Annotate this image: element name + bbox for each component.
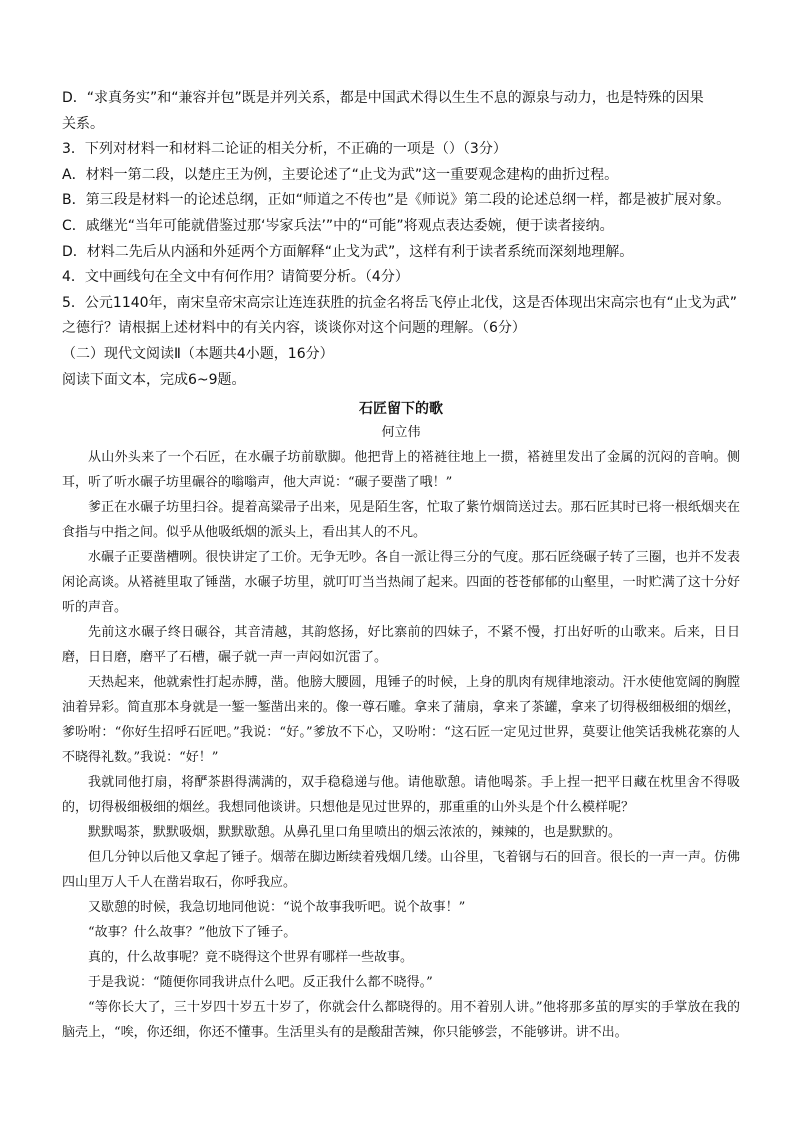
story-body xyxy=(62,445,740,1045)
question-5-line-2: 之德行？请根据上述材料中的有关内容，谈谈你对这个问题的理解。（6分） xyxy=(62,320,526,337)
question-5-line-1: 5．公元1140年，南宋皇帝宋高宗让连连获胜的抗金名将岳飞停止北伐，这是否体现出宋高宗也有“止戈为武” xyxy=(62,294,738,311)
question-3-option-b: B．第三段是材料一的论述总纲，正如“师道之不传也”是《师说》第二段的论述总纲一样，都是被扩展对象。 xyxy=(62,192,731,209)
question-4: 4．文中画线句在全文中有何作用？请简要分析。（4分） xyxy=(62,269,409,286)
story-paragraph: 默默喝茶，默默吸烟，默默歇憩。从鼻孔里口角里喷出的烟云浓浓的，辣辣的，也是默默的。 xyxy=(88,825,622,841)
section-heading: （二）现代文阅读Ⅱ（本题共4小题，16分） xyxy=(62,345,334,362)
story-paragraph: 水碾子正要凿槽咧。很快讲定了工价。无争无吵。各自一派让得三分的气度。那石匠绕碾子转了三圈，也并不发表闲论高谈。从褡裢里取了锤凿，水碾子坊里，就叮叮当当热闹了起来。四面的苍苍郁郁的山壑里，一时贮满了这十分好听的声音。 xyxy=(62,550,740,616)
question-3-option-a: A．材料一第二段，以楚庄王为例，主要论述了“止戈为武”这一重要观念建构的曲折过程。 xyxy=(62,166,619,183)
story-title: 石匠留下的歌 xyxy=(359,401,443,418)
story-paragraph: 从山外头来了一个石匠，在水碾子坊前歇脚。他把背上的褡裢往地上一掼，褡裢里发出了金属的沉闷的音响。侧耳，听了听水碾子坊里碾谷的嗡嗡声，他大声说：“碾子要凿了哦！” xyxy=(62,450,740,491)
question-2d-line-2: 关系。 xyxy=(62,115,104,132)
question-3: 3．下列对材料一和材料二论证的相关分析，不正确的一项是（）（3分） xyxy=(62,141,507,158)
story-paragraph: 又歇憩的时候，我急切地同他说：“说个故事我听吧。说个故事！” xyxy=(88,900,466,916)
story-paragraph: 但几分钟以后他又拿起了锤子。烟蒂在脚边断续着残烟几缕。山谷里，飞着钢与石的回音。很长的一声一声。仿佛四山里万人千人在凿岩取石，你呼我应。 xyxy=(62,850,740,891)
story-paragraph: 于是我说：“随便你同我讲点什么吧。反正我什么都不晓得。” xyxy=(88,975,433,991)
story-author: 何立伟 xyxy=(381,425,421,441)
story-paragraph: 真的，什么故事呢？竟不晓得这个世界有哪样一些故事。 xyxy=(88,950,414,966)
story-paragraph: 先前这水碾子终日碾谷，其音清越，其韵悠扬，好比寨前的四妹子，不紧不慢，打出好听的山歌来。后来，日日磨，日日磨，磨平了石槽，碾子就一声一声闷如沉雷了。 xyxy=(62,625,740,666)
story-paragraph: 天热起来，他就索性打起赤膊，凿。他膀大腰圆，甩锤子的时候，上身的肌肉有规律地滚动。汗水使他宽阔的胸膛油着异彩。简直那本身就是一錾一錾凿出来的。像一尊石雕。拿来了蒲扇，拿来了茶罐，拿来了切得极细极细的烟丝，爹吩咐：“你好生招呼石匠吧。”我说：“好。”爹放不下心，又吩咐：“这石匠一定见过世界，莫要让他笑话我桃花寨的人不晓得礼数。”我说：“好！” xyxy=(62,675,740,766)
question-2d-line-1: D．“求真务实”和“兼容并包”既是并列关系，都是中国武术得以生生不息的源泉与动力，也是特殊的因果 xyxy=(62,90,704,106)
section-instruction: 阅读下面文本，完成6~9题。 xyxy=(62,371,246,388)
story-paragraph: 爹正在水碾子坊里扫谷。提着高粱帚子出来，见是陌生客，忙取了紫竹烟筒送过去。那石匠其时已将一根纸烟夹在食指与中指之间。似乎从他吸纸烟的派头上，看出其人的不凡。 xyxy=(62,500,740,541)
story-paragraph: 我就同他打扇，将酽茶斟得满满的，双手稳稳递与他。请他歇憩。请他喝茶。手上捏一把平日藏在枕里舍不得吸的，切得极细极细的烟丝。我想同他谈讲。只想他是见过世界的，那重重的山外头是个什么模样呢？ xyxy=(62,775,740,816)
question-3-option-d: D．材料二先后从内涵和外延两个方面解释“止戈为武”，这样有利于读者系统而深刻地理解。 xyxy=(62,243,634,260)
story-paragraph: “故事？什么故事？”他放下了锤子。 xyxy=(88,925,297,941)
story-paragraph: “等你长大了，三十岁四十岁五十岁了，你就会什么都晓得的。用不着别人讲。”他将那多茧的厚实的手掌放在我的脑壳上，“唉，你还细，你还不懂事。生活里头有的是酸甜苦辣，你只能够尝，不能够讲。讲不出。 xyxy=(62,1000,740,1041)
question-3-option-c: C．戚继光“当年可能就借鉴过那‘岑家兵法’”中的“可能”将观点表达委婉，便于读者接纳。 xyxy=(62,217,614,234)
